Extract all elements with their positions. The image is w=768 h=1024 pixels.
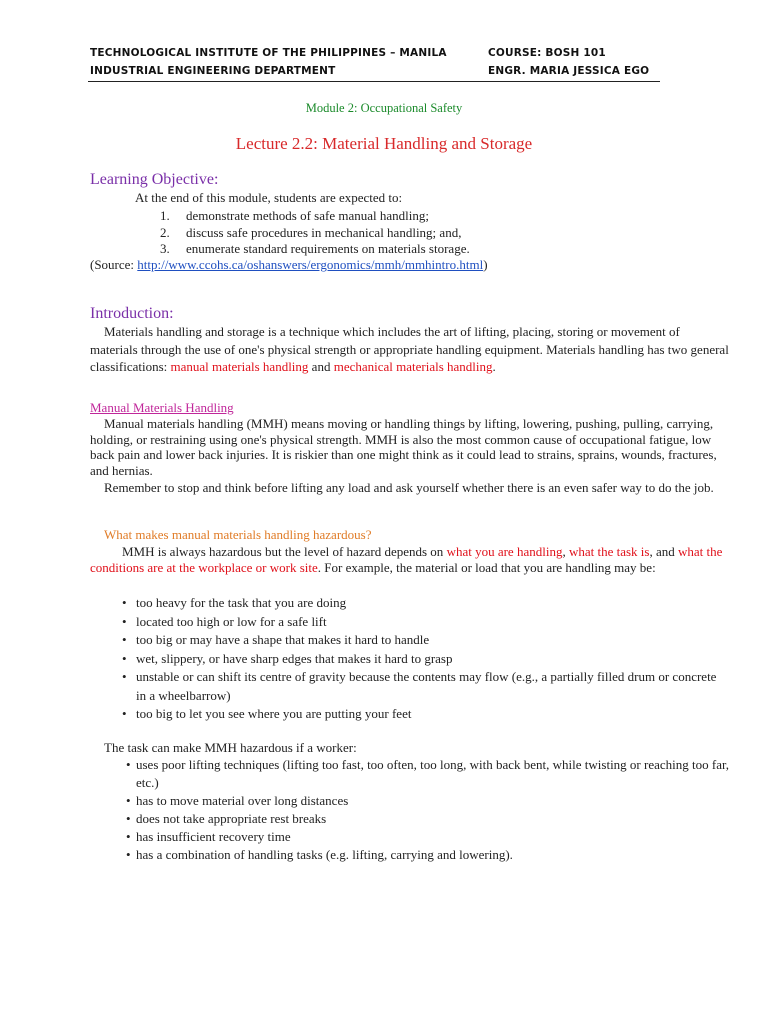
course-code: COURSE: BOSH 101 — [488, 47, 606, 59]
lecture-title: Lecture 2.2: Material Handling and Storage — [235, 134, 533, 153]
manual-handling-highlight: manual materials handling — [170, 359, 309, 374]
list-item: • has to move material over long distances — [126, 793, 349, 808]
source-link[interactable]: http://www.ccohs.ca/oshanswers/ergonomics/mmh/mmhintro.html — [137, 257, 484, 272]
instructor-name: ENGR. MARIA JESSICA EGO — [488, 65, 650, 77]
source-line: (Source: http://www.ccohs.ca/oshanswers/ergonomics/mmh/mmhintro.html) — [90, 257, 488, 272]
introduction-heading: Introduction: — [90, 305, 174, 322]
list-item: 1. demonstrate methods of safe manual handling; — [160, 208, 429, 223]
objective-list — [160, 208, 470, 258]
list-item: • unstable or can shift its centre of gravity because the contents may flow (e.g., a partially filled drum or concrete in a wheelbarrow) — [122, 669, 717, 703]
learning-objective-heading: Learning Objective: — [90, 171, 219, 188]
list-item: • too heavy for the task that you are doing — [122, 595, 347, 610]
department-name: INDUSTRIAL ENGINEERING DEPARTMENT — [90, 65, 336, 77]
list-item: • located too high or low for a safe lift — [122, 613, 327, 629]
task-hazard-list — [126, 756, 730, 864]
load-hazard-list — [122, 594, 722, 724]
list-item: • has insufficient recovery time — [126, 829, 291, 844]
list-item: • does not take appropriate rest breaks — [126, 811, 327, 826]
list-item: • too big to let you see where you are putting your feet — [122, 706, 412, 721]
list-item: • too big or may have a shape that makes it hard to handle — [122, 632, 430, 647]
module-title: Module 2: Occupational Safety — [305, 101, 463, 115]
list-item: • has a combination of handling tasks (e.g. lifting, carrying and lowering). — [126, 847, 513, 862]
introduction-paragraph: Materials handling and storage is a technique which includes the art of lifting, placing, storing or movement of materials through the use of one's physical strength or appropriate handling equipment. Materials handling has two general classifications: manual materials handling and mechanical materials handling. — [90, 324, 729, 374]
page-header — [90, 44, 658, 80]
list-item: 3. enumerate standard requirements on materials storage. — [160, 241, 470, 256]
header-divider — [88, 81, 660, 82]
mechanical-handling-highlight: mechanical materials handling — [333, 359, 493, 374]
hazard-paragraph: MMH is always hazardous but the level of hazard depends on what you are handling, what the task is, and what the conditions are at the workplace or work site. For example, the material or load that you are handling may be: — [90, 544, 723, 575]
task-intro: The task can make MMH hazardous if a worker: — [104, 740, 357, 755]
hazard-heading: What makes manual materials handling hazardous? — [104, 527, 372, 542]
institute-name: TECHNOLOGICAL INSTITUTE OF THE PHILIPPINES – MANILA — [90, 47, 447, 59]
list-item: 2. discuss safe procedures in mechanical handling; and, — [160, 224, 462, 240]
manual-handling-heading: Manual Materials Handling — [90, 400, 234, 415]
remember-paragraph: Remember to stop and think before lifting any load and ask yourself whether there is an even safer way to do the job. — [104, 480, 714, 495]
manual-handling-paragraph: Manual materials handling (MMH) means moving or handling things by lifting, lowering, pushing, pulling, carrying, holding, or restraining using one's physical strength. MMH is also the most common cause of occupational fatigue, low back pain and lower back injuries. It is riskier than one might think as it could lead to strains, sprains, wounds, fractures, and hernias. — [90, 416, 717, 478]
list-item: • uses poor lifting techniques (lifting too fast, too often, too long, with back bent, while twisting or reaching too far, etc.) — [126, 757, 730, 790]
objective-intro: At the end of this module, students are expected to: — [135, 190, 403, 205]
list-item: • wet, slippery, or have sharp edges that makes it hard to grasp — [122, 650, 453, 666]
